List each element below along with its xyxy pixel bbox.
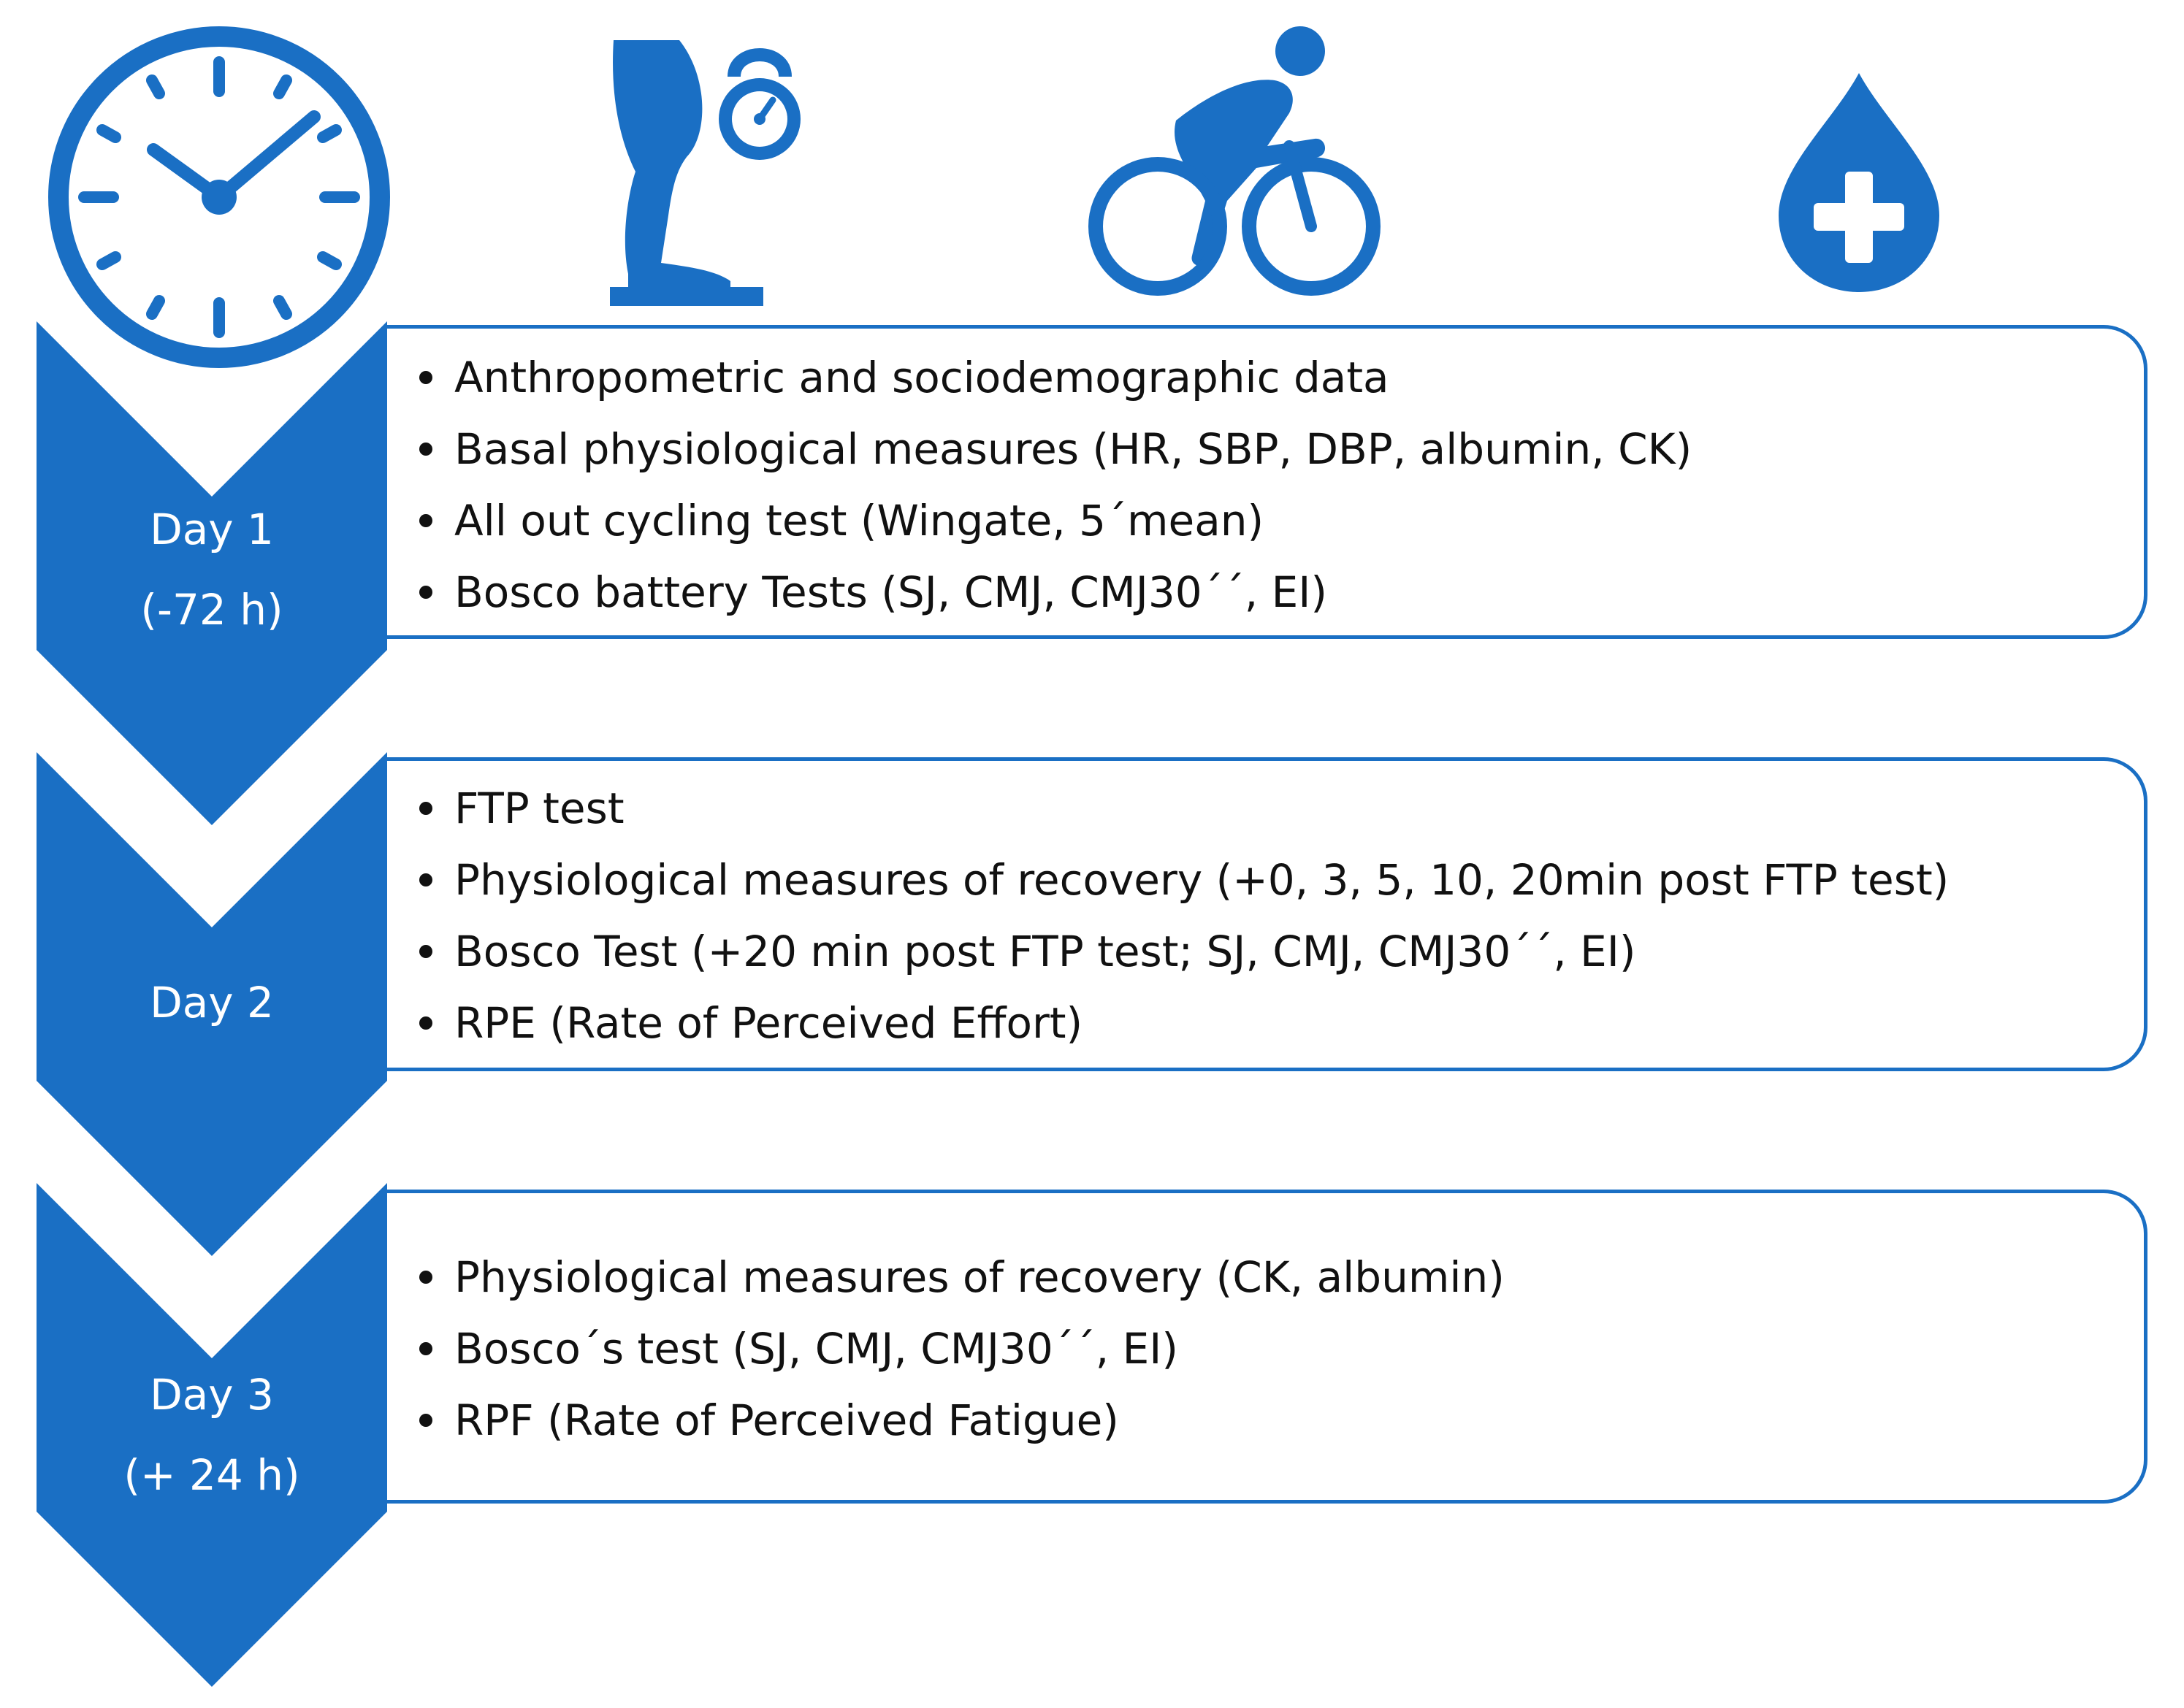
leg-kettlebell-icon [599, 33, 833, 310]
list-item: Physiological measures of recovery (CK, albumin) [416, 1241, 1505, 1313]
list-item: FTP test [416, 773, 1949, 844]
clock-icon [44, 22, 394, 372]
list-item: RPE (Rate of Perceived Effort) [416, 987, 1949, 1059]
day-1-label: Day 1 [150, 505, 274, 554]
list-item: RPF (Rate of Perceived Fatigue) [416, 1385, 1505, 1456]
day-2-item-list [416, 773, 1949, 1059]
day-3-offset: (+ 24 h) [123, 1450, 300, 1500]
list-item: Basal physiological measures (HR, SBP, DBP, albumin, CK) [416, 413, 1692, 485]
day-3-item-list [416, 1241, 1505, 1456]
blood-drop-plus-icon [1775, 69, 1943, 296]
list-item: Anthropometric and sociodemographic data [416, 342, 1692, 413]
day-1-offset: (-72 h) [140, 585, 283, 635]
day-3-label: Day 3 [150, 1370, 274, 1420]
day-2-label: Day 2 [150, 978, 274, 1027]
list-item: Bosco battery Tests (SJ, CMJ, CMJ30´´, EI) [416, 556, 1692, 628]
list-item: Bosco´s test (SJ, CMJ, CMJ30´´, EI) [416, 1313, 1505, 1385]
cyclist-icon [1081, 18, 1388, 303]
list-item: All out cycling test (Wingate, 5´mean) [416, 485, 1692, 556]
day-1-item-list [416, 342, 1692, 628]
list-item: Physiological measures of recovery (+0, 3, 5, 10, 20min post FTP test) [416, 844, 1949, 916]
list-item: Bosco Test (+20 min post FTP test; SJ, CMJ, CMJ30´´, EI) [416, 916, 1949, 987]
